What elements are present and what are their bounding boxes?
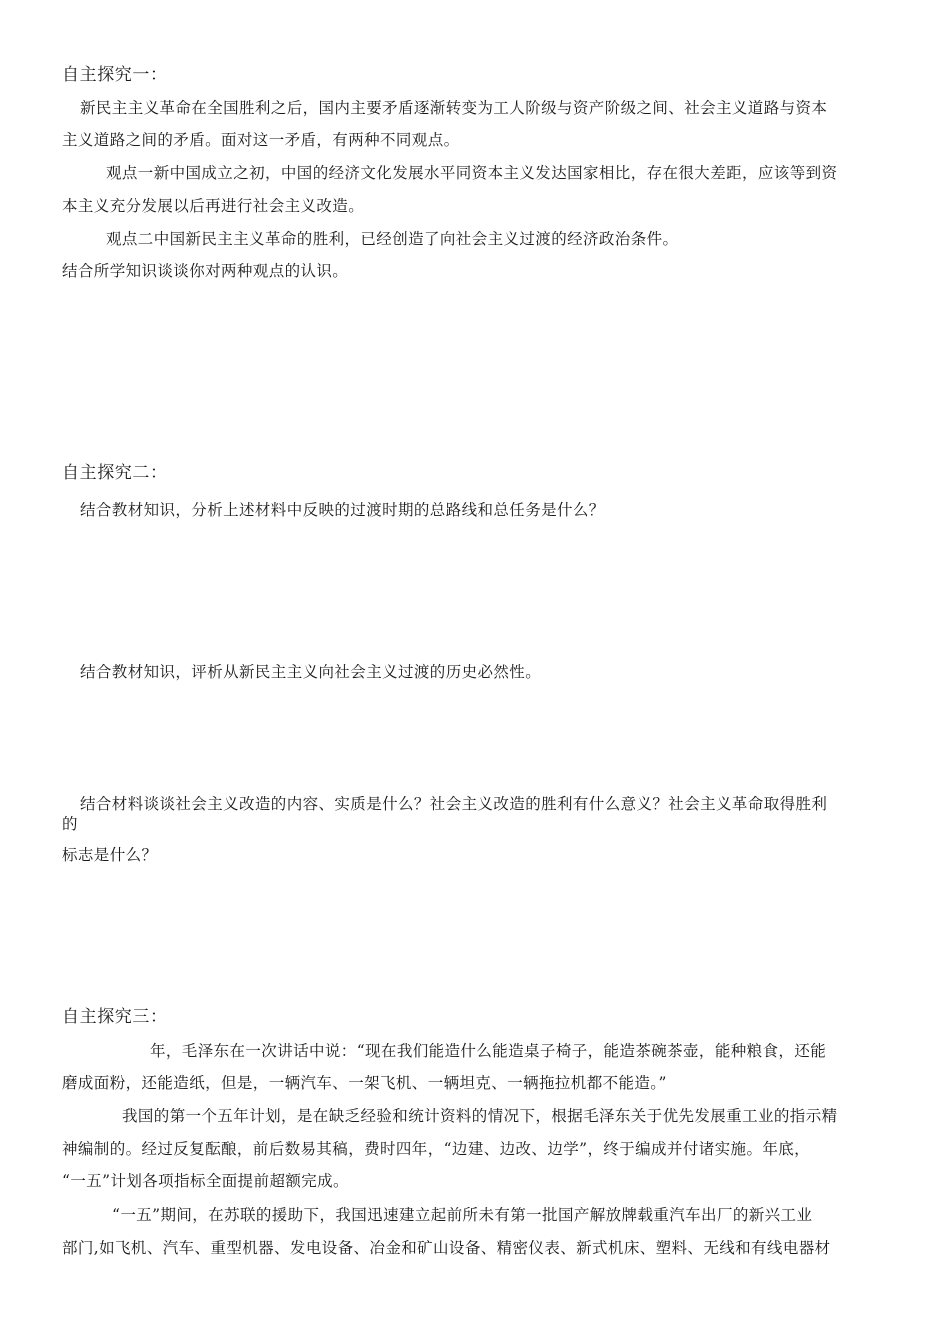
section-1-paragraph-2-line-1: 观点一新中国成立之初，中国的经济文化发展水平同资本主义发达国家相比，存在很大差距，应该等到资: [106, 164, 838, 182]
section-3-paragraph-1-line-1: 年，毛泽东在一次讲话中说：“现在我们能造什么能造桌子椅子，能造茶碗茶壶，能种粮食，还能: [150, 1042, 827, 1060]
section-1-paragraph-2-line-2: 本主义充分发展以后再进行社会主义改造。: [62, 197, 365, 215]
section-3-paragraph-2-line-1: 我国的第一个五年计划，是在缺乏经验和统计资料的情况下，根据毛泽东关于优先发展重工业的指示精: [122, 1107, 838, 1125]
section-3-paragraph-3-line-1: “一五”期间，在苏联的援助下，我国迅速建立起前所未有第一批国产解放牌载重汽车出厂的新兴工业: [112, 1206, 813, 1224]
section-1-paragraph-1-line-1: 新民主主义革命在全国胜利之后，国内主要矛盾逐渐转变为工人阶级与资产阶级之间、社会主义道路与资本: [80, 99, 828, 117]
section-3-paragraph-1-line-2: 磨成面粉，还能造纸，但是，一辆汽车、一架飞机、一辆坦克、一辆拖拉机都不能造。”: [62, 1074, 667, 1092]
section-3-paragraph-3-line-2: 部门,如飞机、汽车、重型机器、发电设备、冶金和矿山设备、精密仪表、新式机床、塑料、无线和有线电器材: [62, 1239, 831, 1257]
section-1-paragraph-1-line-2: 主义道路之间的矛盾。面对这一矛盾，有两种不同观点。: [62, 131, 460, 149]
section-2-question-1: 结合教材知识，分析上述材料中反映的过渡时期的总路线和总任务是什么？: [80, 501, 605, 519]
section-1-paragraph-3-line-1: 观点二中国新民主主义革命的胜利，已经创造了向社会主义过渡的经济政治条件。: [106, 230, 679, 248]
section-3-heading: 自主探究三：: [62, 1007, 168, 1027]
section-2-question-3-line-1: 结合材料谈谈社会主义改造的内容、实质是什么？社会主义改造的胜利有什么意义？社会主义革命取得胜利: [80, 795, 828, 813]
section-2-question-3-line-2: 的: [62, 815, 78, 833]
section-2-question-3-line-3: 标志是什么？: [62, 846, 158, 864]
section-1-heading: 自主探究一：: [62, 65, 168, 85]
section-2-heading: 自主探究二：: [62, 463, 168, 483]
section-1-question: 结合所学知识谈谈你对两种观点的认识。: [62, 262, 349, 280]
section-3-paragraph-2-line-3: “一五”计划各项指标全面提前超额完成。: [62, 1172, 349, 1190]
section-3-paragraph-2-line-2: 神编制的。经过反复酝酿，前后数易其稿，费时四年，“边建、边改、边学”，终于编成并付诸实施。年底，: [62, 1140, 811, 1158]
section-2-question-2: 结合教材知识，评析从新民主主义向社会主义过渡的历史必然性。: [80, 663, 542, 681]
